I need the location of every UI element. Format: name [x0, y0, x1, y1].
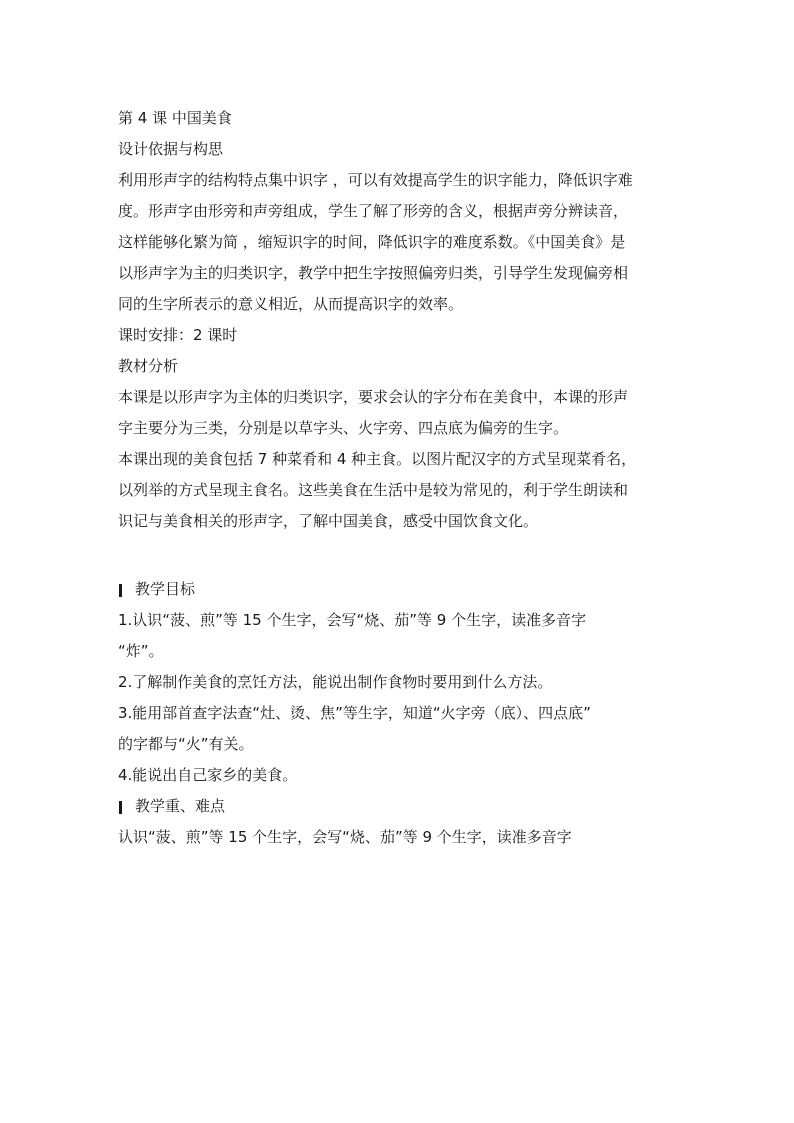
document-body: [118, 103, 680, 853]
design-heading: 设计依据与构思: [118, 140, 224, 158]
design-paragraph-line: 这样能够化繁为简 ，缩短识字的时间，降低识字的难度系数。《中国美食》是: [118, 233, 626, 251]
goal-line: 3.能用部首查字法查“灶、烫、焦”等生字，知道“火字旁（底）、四点底”: [118, 704, 591, 722]
key-points-section-heading: [118, 791, 680, 822]
design-paragraph-line: 同的生字所表示的意义相近，从而提高识字的效率。: [118, 295, 464, 313]
design-paragraph-line: 以形声字为主的归类识字，教学中把生字按照偏旁归类，引导学生发现偏旁相: [118, 264, 629, 282]
lesson-title: 第 4 课 中国美食: [118, 109, 232, 127]
section-marker-icon: [119, 584, 122, 597]
key-points-heading: 教学重、难点: [135, 797, 226, 815]
analysis-heading: 教材分析: [118, 357, 179, 375]
schedule-text: 课时安排：2 课时: [118, 326, 238, 344]
design-paragraph-line: 度。形声字由形旁和声旁组成，学生了解了形旁的含义，根据声旁分辨读音，: [118, 202, 629, 220]
analysis-paragraph-line: 本课是以形声字为主体的归类识字，要求会认的字分布在美食中，本课的形声: [118, 388, 629, 406]
analysis-paragraph-line: 字主要分为三类，分别是以草字头、火字旁、四点底为偏旁的生字。: [118, 419, 569, 437]
analysis-paragraph-line: 本课出现的美食包括 7 种菜肴和 4 种主食。以图片配汉字的方式呈现菜肴名，: [118, 450, 637, 468]
goal-line: 1.认识“菠、煎”等 15 个生字，会写“烧、茄”等 9 个生字，读准多音字: [118, 611, 587, 629]
analysis-paragraph-line: 以列举的方式呈现主食名。这些美食在生活中是较为常见的，利于学生朗读和: [118, 481, 629, 499]
goal-line: “炸”。: [118, 642, 164, 660]
goal-line: 2.了解制作美食的烹饪方法，能说出制作食物时要用到什么方法。: [118, 673, 553, 691]
section-spacer: [118, 537, 680, 574]
goal-line: 4.能说出自己家乡的美食。: [118, 766, 298, 784]
section-marker-icon: [119, 801, 122, 814]
design-paragraph-line: 利用形声字的结构特点集中识字 ，可以有效提高学生的识字能力，降低识字难: [118, 171, 633, 189]
goals-heading: 教学目标: [135, 580, 196, 598]
goals-section-heading: [118, 574, 680, 605]
analysis-paragraph-line: 识记与美食相关的形声字，了解中国美食，感受中国饮食文化。: [118, 512, 539, 530]
key-point-line: 认识“菠、煎”等 15 个生字，会写“烧、茄”等 9 个生字，读准多音字: [118, 828, 572, 846]
goal-line: 的字都与“火”有关。: [118, 735, 254, 753]
